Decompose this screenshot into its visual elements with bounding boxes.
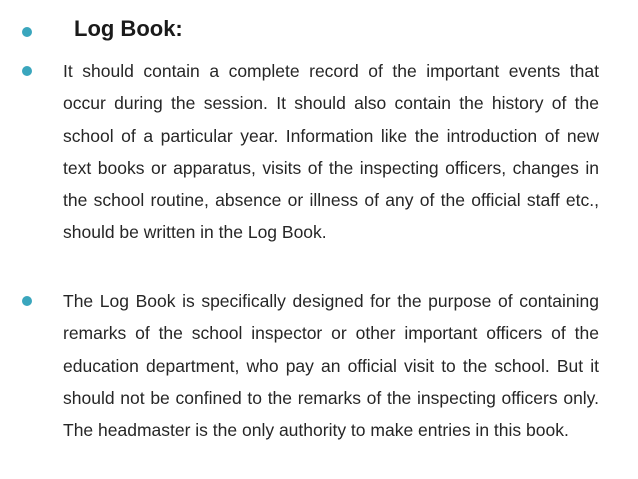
bullet-text: It should contain a complete record of the important events that occur during the session. It should also contain the history of the school of a particular year. Information like the introduction of new text books or apparatus, visits of the inspecting officers, changes in the school routine, absence or illness of any of the official staff etc., should be written in the Log Book. [63,61,599,243]
slide-heading: Log Book: [74,16,183,41]
bullet-icon [22,296,32,306]
bullet-icon [22,27,32,37]
bullet-icon [22,66,32,76]
bullet-text: The Log Book is specifically designed for the purpose of containing remarks of the school inspector or other important officers of the education department, who pay an official visit to the school. But it should not be confined to the remarks of the inspecting officers only. The headmaster is the only authority to make entries in this book. [63,291,599,441]
